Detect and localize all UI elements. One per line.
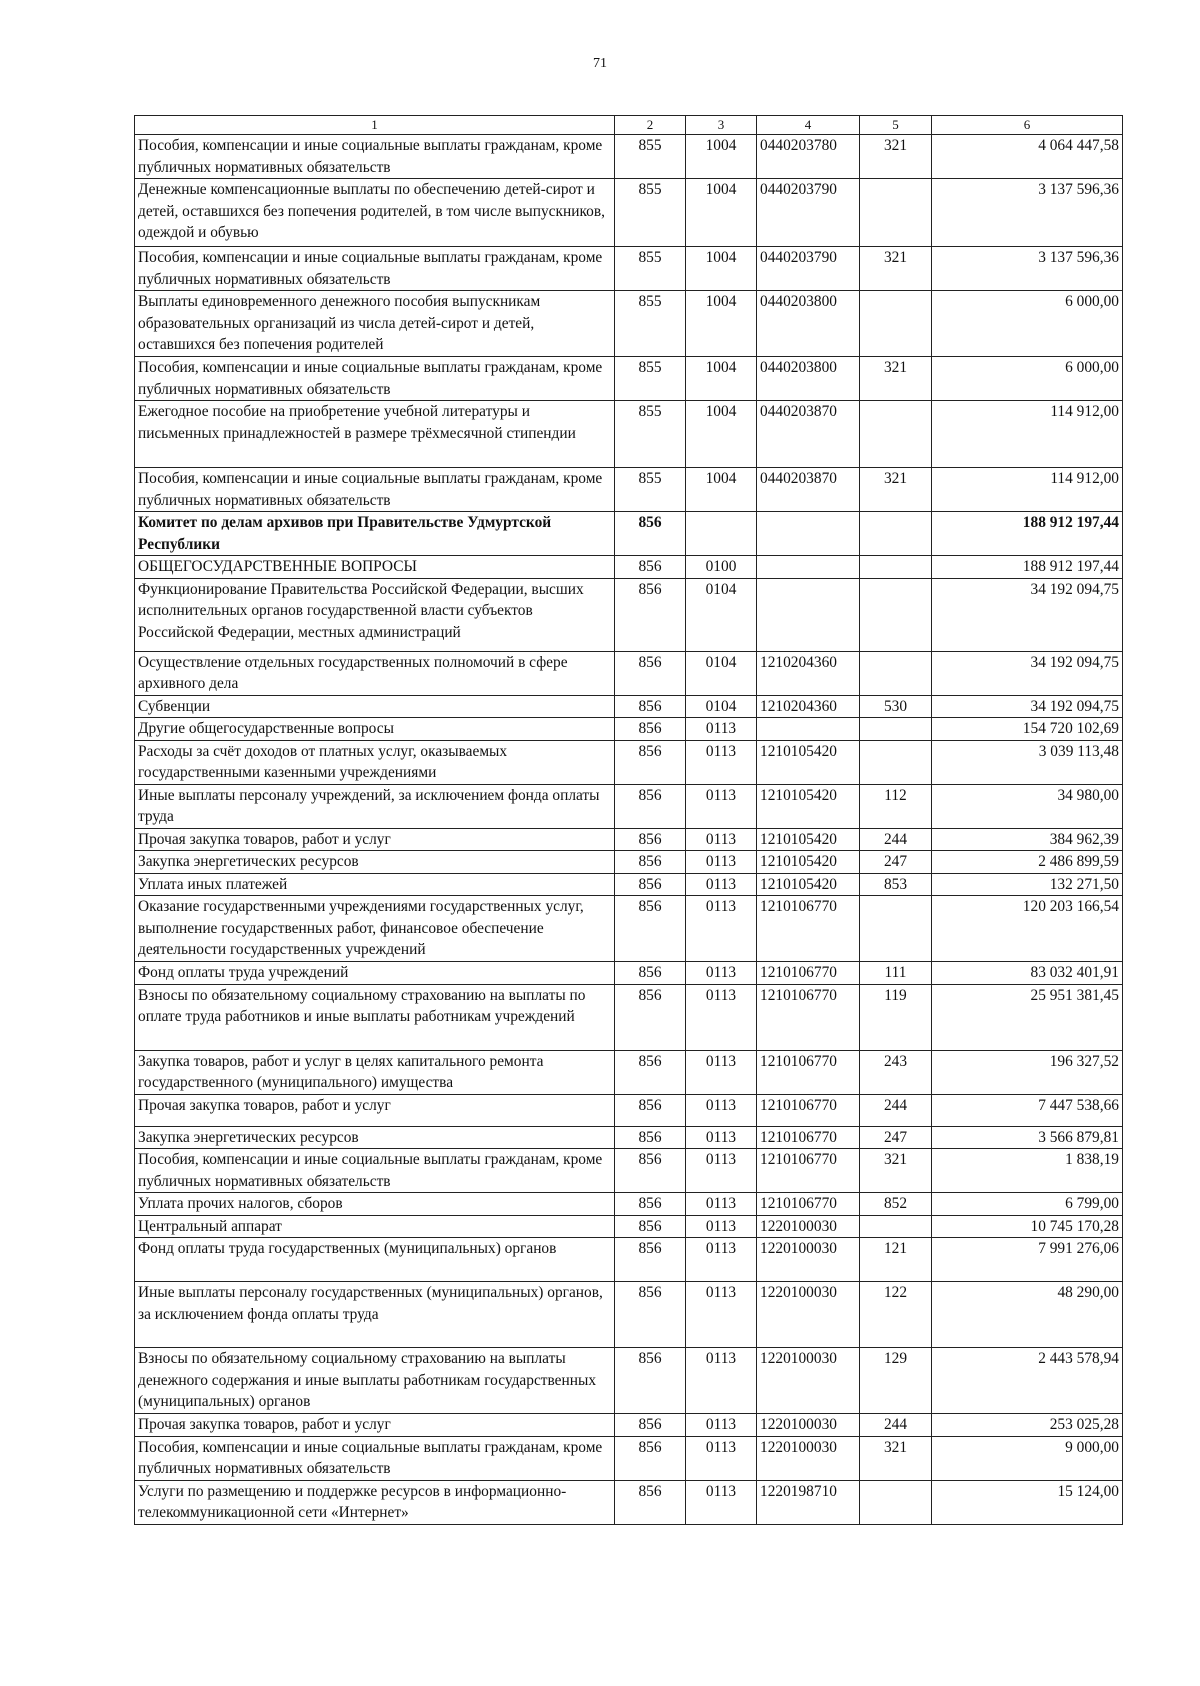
table-body — [135, 135, 1123, 1525]
ministry-code-cell: 856 — [615, 1050, 686, 1094]
ministry-code-cell: 856 — [615, 695, 686, 718]
row-name-cell: Пособия, компенсации и иные социальные выплаты гражданам, кроме публичных нормативных обязательств — [135, 468, 615, 512]
section-code-cell: 0113 — [686, 828, 757, 851]
ministry-code-cell: 856 — [615, 828, 686, 851]
section-code-cell: 0100 — [686, 556, 757, 579]
section-code-cell: 0113 — [686, 851, 757, 874]
table-row — [135, 1193, 1123, 1216]
row-name-cell: Фонд оплаты труда учреждений — [135, 962, 615, 985]
table-row — [135, 828, 1123, 851]
table-row — [135, 556, 1123, 579]
target-article-cell: 0440203790 — [757, 247, 860, 291]
page-number: 71 — [593, 56, 607, 71]
row-name-cell: Закупка энергетических ресурсов — [135, 851, 615, 874]
section-code-cell: 0113 — [686, 1238, 757, 1282]
row-name-cell: Взносы по обязательному социальному страхованию на выплаты денежного содержания и иные выплаты работникам государственных (муниципальных) органов — [135, 1348, 615, 1414]
target-article-cell: 1220100030 — [757, 1348, 860, 1414]
table-row — [135, 784, 1123, 828]
expense-type-cell: 321 — [860, 1436, 932, 1480]
row-name-cell: Фонд оплаты труда государственных (муниципальных) органов — [135, 1238, 615, 1282]
table-row — [135, 873, 1123, 896]
row-name-cell: Центральный аппарат — [135, 1215, 615, 1238]
ministry-code-cell: 856 — [615, 1414, 686, 1437]
ministry-code-cell: 856 — [615, 984, 686, 1050]
section-code-cell: 0113 — [686, 1193, 757, 1216]
row-name-cell: Оказание государственными учреждениями государственных услуг, выполнение государственных работ, финансовое обеспечение деятельности государственных учреждений — [135, 896, 615, 962]
row-name-cell: Закупка товаров, работ и услуг в целях капитального ремонта государственного (муниципального) имущества — [135, 1050, 615, 1094]
row-name-cell: Прочая закупка товаров, работ и услуг — [135, 1094, 615, 1126]
amount-cell: 6 000,00 — [932, 291, 1123, 357]
target-article-cell: 1210105420 — [757, 784, 860, 828]
table-row — [135, 1094, 1123, 1126]
ministry-code-cell: 856 — [615, 740, 686, 784]
expense-type-cell: 129 — [860, 1348, 932, 1414]
row-name-cell: Прочая закупка товаров, работ и услуг — [135, 1414, 615, 1437]
target-article-cell: 1210105420 — [757, 828, 860, 851]
table-row — [135, 135, 1123, 179]
ministry-code-cell: 855 — [615, 401, 686, 468]
table-row — [135, 1414, 1123, 1437]
section-code-cell: 1004 — [686, 468, 757, 512]
table-row — [135, 962, 1123, 985]
amount-cell: 196 327,52 — [932, 1050, 1123, 1094]
table-row — [135, 1238, 1123, 1282]
amount-cell: 4 064 447,58 — [932, 135, 1123, 179]
row-name-cell: Иные выплаты персоналу учреждений, за исключением фонда оплаты труда — [135, 784, 615, 828]
table-row — [135, 512, 1123, 556]
target-article-cell: 1220198710 — [757, 1480, 860, 1524]
ministry-code-cell: 856 — [615, 896, 686, 962]
ministry-code-cell: 856 — [615, 1436, 686, 1480]
target-article-cell: 1210106770 — [757, 984, 860, 1050]
section-code-cell: 0113 — [686, 1126, 757, 1149]
amount-cell: 120 203 166,54 — [932, 896, 1123, 962]
target-article-cell — [757, 512, 860, 556]
target-article-cell: 1210106770 — [757, 1126, 860, 1149]
section-code-cell: 0113 — [686, 962, 757, 985]
expense-type-cell: 321 — [860, 468, 932, 512]
row-name-cell: Прочая закупка товаров, работ и услуг — [135, 828, 615, 851]
row-name-cell: Пособия, компенсации и иные социальные выплаты гражданам, кроме публичных нормативных обязательств — [135, 247, 615, 291]
amount-cell: 34 192 094,75 — [932, 578, 1123, 651]
row-name-cell: Пособия, компенсации и иные социальные выплаты гражданам, кроме публичных нормативных обязательств — [135, 357, 615, 401]
expense-type-cell: 530 — [860, 695, 932, 718]
target-article-cell: 1210105420 — [757, 740, 860, 784]
section-code-cell: 0113 — [686, 1414, 757, 1437]
amount-cell: 188 912 197,44 — [932, 556, 1123, 579]
row-name-cell: Взносы по обязательному социальному страхованию на выплаты по оплате труда работников и иные выплаты работникам учреждений — [135, 984, 615, 1050]
row-name-cell: ОБЩЕГОСУДАРСТВЕННЫЕ ВОПРОСЫ — [135, 556, 615, 579]
target-article-cell: 1210106770 — [757, 1094, 860, 1126]
amount-cell: 83 032 401,91 — [932, 962, 1123, 985]
row-name-cell: Субвенции — [135, 695, 615, 718]
target-article-cell: 1220100030 — [757, 1414, 860, 1437]
section-code-cell: 0113 — [686, 1215, 757, 1238]
section-code-cell: 0113 — [686, 784, 757, 828]
expense-type-cell: 247 — [860, 851, 932, 874]
ministry-code-cell: 856 — [615, 718, 686, 741]
target-article-cell: 0440203790 — [757, 179, 860, 247]
amount-cell: 253 025,28 — [932, 1414, 1123, 1437]
section-code-cell: 0104 — [686, 578, 757, 651]
expense-type-cell — [860, 1480, 932, 1524]
section-code-cell: 1004 — [686, 179, 757, 247]
ministry-code-cell: 856 — [615, 1126, 686, 1149]
ministry-code-cell: 856 — [615, 873, 686, 896]
table-row — [135, 1480, 1123, 1524]
section-code-cell — [686, 512, 757, 556]
row-name-cell: Уплата прочих налогов, сборов — [135, 1193, 615, 1216]
row-name-cell: Иные выплаты персоналу государственных (муниципальных) органов, за исключением фонда оплаты труда — [135, 1282, 615, 1348]
table-header-row — [135, 116, 1123, 135]
expense-type-cell — [860, 718, 932, 741]
target-article-cell: 1210106770 — [757, 896, 860, 962]
row-name-cell: Услуги по размещению и поддержке ресурсов в информационно-телекоммуникационной сети «Интернет» — [135, 1480, 615, 1524]
ministry-code-cell: 856 — [615, 1238, 686, 1282]
expense-type-cell: 244 — [860, 1094, 932, 1126]
target-article-cell: 0440203780 — [757, 135, 860, 179]
target-article-cell — [757, 556, 860, 579]
expense-type-cell: 111 — [860, 962, 932, 985]
target-article-cell: 1220100030 — [757, 1215, 860, 1238]
amount-cell: 7 447 538,66 — [932, 1094, 1123, 1126]
amount-cell: 3 566 879,81 — [932, 1126, 1123, 1149]
ministry-code-cell: 855 — [615, 291, 686, 357]
table-row — [135, 851, 1123, 874]
target-article-cell: 1210105420 — [757, 851, 860, 874]
column-header: 2 — [615, 116, 686, 135]
expense-type-cell: 112 — [860, 784, 932, 828]
ministry-code-cell: 856 — [615, 651, 686, 695]
target-article-cell — [757, 578, 860, 651]
amount-cell: 2 443 578,94 — [932, 1348, 1123, 1414]
column-header: 1 — [135, 116, 615, 135]
section-code-cell: 1004 — [686, 247, 757, 291]
target-article-cell: 1210204360 — [757, 651, 860, 695]
amount-cell: 2 486 899,59 — [932, 851, 1123, 874]
expense-type-cell: 852 — [860, 1193, 932, 1216]
ministry-code-cell: 856 — [615, 1480, 686, 1524]
section-code-cell: 0113 — [686, 896, 757, 962]
expense-type-cell — [860, 556, 932, 579]
section-code-cell: 1004 — [686, 291, 757, 357]
ministry-code-cell: 856 — [615, 1215, 686, 1238]
amount-cell: 9 000,00 — [932, 1436, 1123, 1480]
expense-type-cell: 121 — [860, 1238, 932, 1282]
ministry-code-cell: 856 — [615, 1282, 686, 1348]
target-article-cell: 0440203800 — [757, 291, 860, 357]
table-row — [135, 718, 1123, 741]
amount-cell: 15 124,00 — [932, 1480, 1123, 1524]
section-code-cell: 0104 — [686, 651, 757, 695]
amount-cell: 114 912,00 — [932, 401, 1123, 468]
section-code-cell: 0113 — [686, 1094, 757, 1126]
amount-cell: 48 290,00 — [932, 1282, 1123, 1348]
expense-type-cell — [860, 512, 932, 556]
ministry-code-cell: 856 — [615, 851, 686, 874]
row-name-cell: Расходы за счёт доходов от платных услуг, оказываемых государственными казенными учреждениями — [135, 740, 615, 784]
expense-type-cell: 853 — [860, 873, 932, 896]
column-header: 5 — [860, 116, 932, 135]
amount-cell: 3 137 596,36 — [932, 247, 1123, 291]
target-article-cell: 0440203870 — [757, 468, 860, 512]
ministry-code-cell: 856 — [615, 1348, 686, 1414]
amount-cell: 154 720 102,69 — [932, 718, 1123, 741]
row-name-cell: Функционирование Правительства Российской Федерации, высших исполнительных органов государственной власти субъектов Российской Федерации, местных администраций — [135, 578, 615, 651]
table-row — [135, 1282, 1123, 1348]
row-name-cell: Закупка энергетических ресурсов — [135, 1126, 615, 1149]
section-code-cell: 0113 — [686, 1348, 757, 1414]
amount-cell: 34 192 094,75 — [932, 651, 1123, 695]
table-row — [135, 896, 1123, 962]
expense-type-cell: 119 — [860, 984, 932, 1050]
ministry-code-cell: 856 — [615, 1149, 686, 1193]
row-name-cell: Комитет по делам архивов при Правительстве Удмуртской Республики — [135, 512, 615, 556]
ministry-code-cell: 856 — [615, 556, 686, 579]
section-code-cell: 0113 — [686, 1282, 757, 1348]
row-name-cell: Денежные компенсационные выплаты по обеспечению детей-сирот и детей, оставшихся без попечения родителей, в том числе выпускников, одеждой и обувью — [135, 179, 615, 247]
target-article-cell: 1220100030 — [757, 1282, 860, 1348]
budget-table — [134, 115, 1123, 1525]
ministry-code-cell: 855 — [615, 247, 686, 291]
target-article-cell: 1210106770 — [757, 1050, 860, 1094]
target-article-cell: 1210105420 — [757, 873, 860, 896]
amount-cell: 6 799,00 — [932, 1193, 1123, 1216]
amount-cell: 384 962,39 — [932, 828, 1123, 851]
expense-type-cell: 122 — [860, 1282, 932, 1348]
section-code-cell: 0113 — [686, 1480, 757, 1524]
ministry-code-cell: 856 — [615, 512, 686, 556]
table-row — [135, 468, 1123, 512]
table-row — [135, 1436, 1123, 1480]
amount-cell: 3 137 596,36 — [932, 179, 1123, 247]
row-name-cell: Осуществление отдельных государственных полномочий в сфере архивного дела — [135, 651, 615, 695]
row-name-cell: Ежегодное пособие на приобретение учебной литературы и письменных принадлежностей в размере трёхмесячной стипендии — [135, 401, 615, 468]
column-header: 6 — [932, 116, 1123, 135]
section-code-cell: 0113 — [686, 740, 757, 784]
target-article-cell: 1220100030 — [757, 1238, 860, 1282]
expense-type-cell: 243 — [860, 1050, 932, 1094]
table-row — [135, 984, 1123, 1050]
table-row — [135, 247, 1123, 291]
target-article-cell — [757, 718, 860, 741]
section-code-cell: 1004 — [686, 357, 757, 401]
expense-type-cell: 247 — [860, 1126, 932, 1149]
expense-type-cell: 321 — [860, 1149, 932, 1193]
amount-cell: 10 745 170,28 — [932, 1215, 1123, 1238]
table-row — [135, 291, 1123, 357]
target-article-cell: 1210106770 — [757, 1193, 860, 1216]
ministry-code-cell: 855 — [615, 179, 686, 247]
section-code-cell: 1004 — [686, 401, 757, 468]
ministry-code-cell: 855 — [615, 468, 686, 512]
expense-type-cell: 321 — [860, 357, 932, 401]
expense-type-cell: 321 — [860, 135, 932, 179]
target-article-cell: 1210106770 — [757, 1149, 860, 1193]
amount-cell: 34 980,00 — [932, 784, 1123, 828]
ministry-code-cell: 856 — [615, 1094, 686, 1126]
amount-cell: 7 991 276,06 — [932, 1238, 1123, 1282]
amount-cell: 188 912 197,44 — [932, 512, 1123, 556]
amount-cell: 25 951 381,45 — [932, 984, 1123, 1050]
section-code-cell: 0113 — [686, 718, 757, 741]
table-row — [135, 1215, 1123, 1238]
row-name-cell: Другие общегосударственные вопросы — [135, 718, 615, 741]
amount-cell: 114 912,00 — [932, 468, 1123, 512]
section-code-cell: 0113 — [686, 1149, 757, 1193]
expense-type-cell: 321 — [860, 247, 932, 291]
expense-type-cell — [860, 578, 932, 651]
table-row — [135, 1050, 1123, 1094]
column-header: 4 — [757, 116, 860, 135]
table-row — [135, 1348, 1123, 1414]
amount-cell: 132 271,50 — [932, 873, 1123, 896]
table-row — [135, 1149, 1123, 1193]
row-name-cell: Уплата иных платежей — [135, 873, 615, 896]
target-article-cell: 1210106770 — [757, 962, 860, 985]
ministry-code-cell: 855 — [615, 135, 686, 179]
table-row — [135, 357, 1123, 401]
amount-cell: 1 838,19 — [932, 1149, 1123, 1193]
section-code-cell: 1004 — [686, 135, 757, 179]
table-row — [135, 740, 1123, 784]
expense-type-cell — [860, 896, 932, 962]
ministry-code-cell: 856 — [615, 578, 686, 651]
expense-type-cell — [860, 401, 932, 468]
row-name-cell: Пособия, компенсации и иные социальные выплаты гражданам, кроме публичных нормативных обязательств — [135, 1436, 615, 1480]
expense-type-cell — [860, 291, 932, 357]
ministry-code-cell: 855 — [615, 357, 686, 401]
table-row — [135, 695, 1123, 718]
ministry-code-cell: 856 — [615, 1193, 686, 1216]
column-header: 3 — [686, 116, 757, 135]
table-row — [135, 1126, 1123, 1149]
target-article-cell: 1210204360 — [757, 695, 860, 718]
target-article-cell: 0440203800 — [757, 357, 860, 401]
expense-type-cell: 244 — [860, 828, 932, 851]
expense-type-cell — [860, 1215, 932, 1238]
expense-type-cell: 244 — [860, 1414, 932, 1437]
row-name-cell: Пособия, компенсации и иные социальные выплаты гражданам, кроме публичных нормативных обязательств — [135, 1149, 615, 1193]
amount-cell: 34 192 094,75 — [932, 695, 1123, 718]
section-code-cell: 0113 — [686, 1436, 757, 1480]
section-code-cell: 0113 — [686, 1050, 757, 1094]
table-row — [135, 651, 1123, 695]
table-row — [135, 179, 1123, 247]
ministry-code-cell: 856 — [615, 784, 686, 828]
amount-cell: 3 039 113,48 — [932, 740, 1123, 784]
table-row — [135, 578, 1123, 651]
section-code-cell: 0113 — [686, 873, 757, 896]
amount-cell: 6 000,00 — [932, 357, 1123, 401]
ministry-code-cell: 856 — [615, 962, 686, 985]
expense-type-cell — [860, 740, 932, 784]
row-name-cell: Выплаты единовременного денежного пособия выпускникам образовательных организаций из числа детей-сирот и детей, оставшихся без попечения родителей — [135, 291, 615, 357]
expense-type-cell — [860, 651, 932, 695]
section-code-cell: 0113 — [686, 984, 757, 1050]
table-row — [135, 401, 1123, 468]
section-code-cell: 0104 — [686, 695, 757, 718]
expense-type-cell — [860, 179, 932, 247]
row-name-cell: Пособия, компенсации и иные социальные выплаты гражданам, кроме публичных нормативных обязательств — [135, 135, 615, 179]
target-article-cell: 1220100030 — [757, 1436, 860, 1480]
target-article-cell: 0440203870 — [757, 401, 860, 468]
